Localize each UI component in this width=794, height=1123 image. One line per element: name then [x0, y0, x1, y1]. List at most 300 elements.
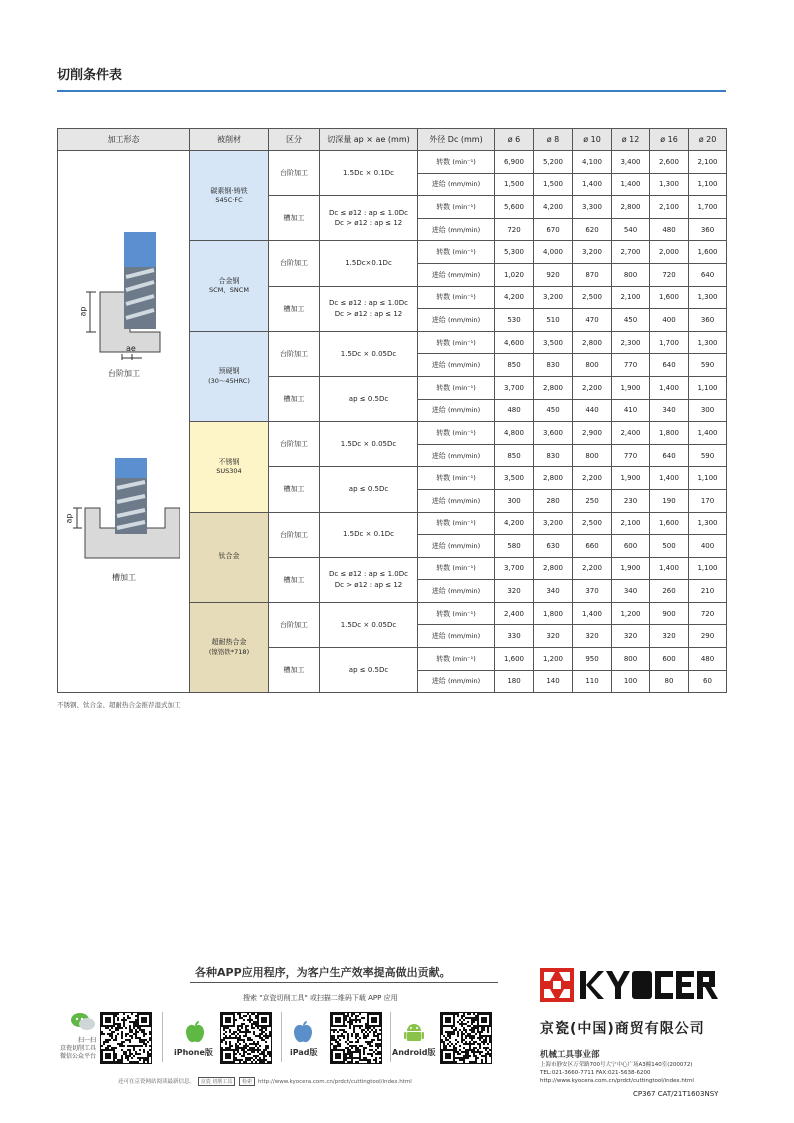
wechat-line-3: 微信公众平台 [59, 1053, 96, 1061]
material-name: 超耐热合金 [211, 638, 247, 647]
feed-value: 190 [650, 489, 689, 512]
feed-value: 1,500 [495, 173, 534, 196]
feed-value: 770 [612, 354, 650, 377]
depth-line: Dc > ø12 : ap ≤ 12 [334, 219, 403, 228]
rpm-label [418, 241, 495, 264]
cutting-conditions-table [57, 128, 727, 693]
feed-value: 450 [612, 309, 650, 332]
rpm-value: 1,400 [573, 602, 612, 625]
column-header: ø 6 [495, 129, 534, 151]
rpm-value: 2,100 [612, 286, 650, 309]
row-label-text: 转数 [436, 519, 451, 528]
feed-value: 800 [573, 354, 612, 377]
feed-label [418, 535, 495, 558]
rpm-value: 1,900 [612, 557, 650, 580]
rpm-value: 4,100 [573, 151, 612, 174]
depth-cell [320, 376, 418, 421]
row-label-unit: (mm/min) [448, 451, 481, 460]
rpm-value: 2,800 [534, 467, 573, 490]
row-label-text: 转数 [436, 293, 451, 302]
feed-value: 170 [689, 489, 727, 512]
wechat-icon [70, 1012, 96, 1032]
catalog-number: CP367 CAT/21T1603NSY [633, 1090, 719, 1098]
depth-line: 1.5Dc × 0.1Dc [342, 168, 395, 177]
rpm-value: 2,800 [534, 557, 573, 580]
division-cell: 槽加工 [269, 376, 320, 421]
feed-label [418, 399, 495, 422]
feed-value: 290 [689, 625, 727, 648]
feed-value: 410 [612, 399, 650, 422]
rpm-value: 900 [650, 602, 689, 625]
feed-value: 400 [689, 535, 727, 558]
department: 机械工具事业部 [540, 1050, 600, 1060]
rpm-value: 5,600 [495, 196, 534, 219]
rpm-value: 600 [650, 648, 689, 671]
separator [162, 1012, 163, 1062]
rpm-value: 1,300 [689, 331, 727, 354]
rpm-label [418, 331, 495, 354]
material-grade: (30～45HRC) [208, 376, 250, 385]
qr-pattern [101, 1013, 151, 1063]
rpm-value: 2,800 [534, 376, 573, 399]
row-label-text: 转数 [436, 609, 451, 618]
material-cell [190, 602, 269, 692]
depth-cell [320, 557, 418, 602]
feed-value: 440 [573, 399, 612, 422]
address: 上海市静安区万荣路700号大宁中心广场A3幢140室(200072) [540, 1062, 693, 1068]
depth-line: 1.5Dc × 0.05Dc [340, 439, 397, 448]
ipad-qr-code[interactable] [330, 1012, 382, 1064]
column-header: ø 12 [612, 129, 650, 151]
material-grade: (镍铬铁*718) [208, 647, 250, 656]
feed-value: 590 [689, 354, 727, 377]
row-label-unit: (min⁻¹) [452, 564, 476, 573]
rpm-value: 1,100 [689, 557, 727, 580]
feed-value: 250 [573, 489, 612, 512]
company-url[interactable]: http://www.kyocera.com.cn/prdct/cuttingtool/index.html [540, 1077, 694, 1084]
rpm-value: 2,800 [573, 331, 612, 354]
feed-label [418, 489, 495, 512]
site-line [118, 1077, 412, 1086]
feed-value: 60 [689, 670, 727, 693]
feed-value: 670 [534, 218, 573, 241]
row-label-text: 转数 [436, 202, 451, 211]
rpm-value: 1,300 [689, 512, 727, 535]
rpm-value: 2,200 [573, 467, 612, 490]
rpm-value: 2,500 [573, 286, 612, 309]
rpm-value: 3,400 [612, 151, 650, 174]
row-label-text: 转数 [436, 157, 451, 166]
depth-cell [320, 286, 418, 331]
column-header: 切深量 ap × ae (mm) [320, 129, 418, 151]
division-cell: 槽加工 [269, 467, 320, 512]
rpm-label [418, 648, 495, 671]
row-label-text: 进给 [431, 406, 446, 415]
depth-cell [320, 151, 418, 196]
rpm-value: 1,300 [689, 286, 727, 309]
row-label-text: 转数 [436, 428, 451, 437]
rpm-value: 800 [612, 648, 650, 671]
row-label-unit: (mm/min) [448, 632, 481, 641]
feed-value: 1,500 [534, 173, 573, 196]
iphone-label: iPhone版 [174, 1048, 213, 1057]
feed-value: 80 [650, 670, 689, 693]
division-cell: 槽加工 [269, 648, 320, 693]
rpm-label [418, 512, 495, 535]
feed-value: 720 [650, 263, 689, 286]
depth-cell [320, 648, 418, 693]
feed-label [418, 218, 495, 241]
feed-label [418, 625, 495, 648]
material-name: 钛合金 [218, 552, 240, 561]
feed-value: 100 [612, 670, 650, 693]
row-label-text: 转数 [436, 564, 451, 573]
feed-value: 620 [573, 218, 612, 241]
row-label-unit: (mm/min) [448, 406, 481, 415]
row-label-text: 进给 [431, 270, 446, 279]
rpm-value: 1,700 [689, 196, 727, 219]
rpm-value: 1,200 [612, 602, 650, 625]
rpm-value: 950 [573, 648, 612, 671]
rpm-value: 2,700 [612, 241, 650, 264]
search-hint: 搜索 "京瓷切削工具" 或扫描二维码下载 APP 应用 [243, 994, 398, 1002]
feed-value: 640 [689, 263, 727, 286]
feed-value: 830 [534, 444, 573, 467]
app-slogan: 各种APP应用程序，为客户生产效率提高做出贡献。 [195, 966, 451, 979]
feed-value: 110 [573, 670, 612, 693]
rpm-value: 1,800 [534, 602, 573, 625]
rpm-value: 1,700 [650, 331, 689, 354]
illustration-caption: 槽加工 [112, 573, 136, 582]
material-cell [190, 512, 269, 602]
rpm-value: 5,300 [495, 241, 534, 264]
feed-value: 920 [534, 263, 573, 286]
feed-label [418, 580, 495, 603]
company-name: 京瓷(中国)商贸有限公司 [540, 1021, 705, 1037]
slogan-rule [190, 982, 498, 983]
rpm-value: 4,200 [534, 196, 573, 219]
row-label-unit: (mm/min) [448, 541, 481, 550]
row-label-text: 转数 [436, 383, 451, 392]
wechat-line-2: 京瓷切削工具 [59, 1045, 96, 1053]
depth-cell [320, 241, 418, 286]
feed-label [418, 173, 495, 196]
shoulder-milling-illustration [70, 232, 180, 366]
feed-value: 480 [495, 399, 534, 422]
rpm-value: 2,500 [573, 512, 612, 535]
row-label-text: 进给 [431, 225, 446, 234]
feed-value: 500 [650, 535, 689, 558]
feed-value: 530 [495, 309, 534, 332]
feed-value: 510 [534, 309, 573, 332]
row-label-text: 进给 [431, 496, 446, 505]
material-cell [190, 151, 269, 241]
feed-value: 590 [689, 444, 727, 467]
feed-value: 850 [495, 354, 534, 377]
rpm-value: 1,800 [650, 422, 689, 445]
table-row [58, 151, 727, 174]
rpm-value: 1,600 [689, 241, 727, 264]
feed-label [418, 354, 495, 377]
depth-line: Dc > ø12 : ap ≤ 12 [334, 580, 403, 589]
qr-pattern [331, 1013, 381, 1063]
rpm-value: 3,200 [534, 286, 573, 309]
row-label-text: 进给 [431, 315, 446, 324]
rpm-value: 4,000 [534, 241, 573, 264]
feed-value: 300 [689, 399, 727, 422]
depth-cell [320, 331, 418, 376]
row-label-unit: (mm/min) [448, 496, 481, 505]
feed-label [418, 444, 495, 467]
row-label-unit: (min⁻¹) [452, 202, 476, 211]
rpm-label [418, 557, 495, 580]
ae-label: ae [126, 344, 136, 353]
rpm-label [418, 196, 495, 219]
rpm-value: 4,600 [495, 331, 534, 354]
division-cell: 台阶加工 [269, 422, 320, 467]
rpm-label [418, 467, 495, 490]
illustration-caption: 台阶加工 [108, 369, 140, 378]
column-header: 被削材 [190, 129, 269, 151]
feed-value: 1,100 [689, 173, 727, 196]
rpm-value: 6,900 [495, 151, 534, 174]
rpm-value: 3,700 [495, 557, 534, 580]
column-header: ø 16 [650, 129, 689, 151]
rpm-value: 480 [689, 648, 727, 671]
android-qr-code[interactable] [440, 1012, 492, 1064]
rpm-value: 1,600 [495, 648, 534, 671]
row-label-text: 进给 [431, 451, 446, 460]
rpm-value: 4,200 [495, 512, 534, 535]
feed-value: 850 [495, 444, 534, 467]
column-header: 区分 [269, 129, 320, 151]
rpm-label [418, 376, 495, 399]
column-header: 外径 Dc (mm) [418, 129, 495, 151]
division-cell: 槽加工 [269, 286, 320, 331]
row-label-unit: (mm/min) [448, 361, 481, 370]
feed-value: 140 [534, 670, 573, 693]
material-cell [190, 422, 269, 512]
material-name: 合金钢 [218, 276, 240, 285]
android-label: Android版 [392, 1048, 436, 1057]
feed-value: 640 [650, 444, 689, 467]
feed-value: 340 [612, 580, 650, 603]
row-label-unit: (mm/min) [448, 180, 481, 189]
row-label-unit: (min⁻¹) [452, 157, 476, 166]
site-prefix: 还可在京瓷网站阅读最新信息。 [118, 1079, 196, 1085]
company-address-block [540, 1062, 694, 1086]
rpm-value: 1,100 [689, 467, 727, 490]
feed-label [418, 309, 495, 332]
row-label-text: 转数 [436, 248, 451, 257]
feed-value: 800 [573, 444, 612, 467]
row-label-text: 进给 [431, 180, 446, 189]
row-label-unit: (min⁻¹) [452, 248, 476, 257]
kyocera-logo [540, 968, 720, 1004]
row-label-unit: (min⁻¹) [452, 609, 476, 618]
rpm-value: 2,600 [650, 151, 689, 174]
feed-value: 1,020 [495, 263, 534, 286]
rpm-value: 4,800 [495, 422, 534, 445]
division-cell: 槽加工 [269, 557, 320, 602]
ap-label: ap [64, 513, 74, 524]
wechat-caption [50, 1037, 96, 1061]
wechat-line-1: 扫一扫 [77, 1037, 96, 1044]
column-header: ø 10 [573, 129, 612, 151]
row-label-text: 进给 [431, 677, 446, 686]
iphone-qr-code[interactable] [220, 1012, 272, 1064]
rpm-value: 1,200 [534, 648, 573, 671]
material-grade: SUS304 [216, 467, 242, 476]
feed-value: 260 [650, 580, 689, 603]
rpm-value: 2,200 [573, 376, 612, 399]
material-cell [190, 331, 269, 421]
feed-value: 450 [534, 399, 573, 422]
depth-cell [320, 196, 418, 241]
qr-pattern [441, 1013, 491, 1063]
division-cell: 槽加工 [269, 196, 320, 241]
rpm-value: 4,200 [495, 286, 534, 309]
android-icon [404, 1022, 424, 1044]
site-search-box[interactable]: 京瓷 切削工具 [198, 1077, 236, 1086]
rpm-label [418, 286, 495, 309]
depth-line: 1.5Dc × 0.05Dc [340, 620, 397, 629]
row-label-unit: (mm/min) [448, 270, 481, 279]
site-url-link[interactable]: http://www.kyocera.com.cn/prdct/cuttingtool/index.html [257, 1079, 412, 1085]
ipad-label: iPad版 [290, 1048, 318, 1057]
feed-value: 360 [689, 309, 727, 332]
phone-fax: TEL:021-3660-7711 FAX:021-5638-6200 [540, 1069, 651, 1076]
rpm-value: 3,600 [534, 422, 573, 445]
rpm-value: 2,100 [612, 512, 650, 535]
feed-value: 320 [534, 625, 573, 648]
feed-value: 720 [495, 218, 534, 241]
feed-label [418, 670, 495, 693]
row-label-unit: (min⁻¹) [452, 338, 476, 347]
feed-value: 330 [495, 625, 534, 648]
row-label-text: 转数 [436, 654, 451, 663]
feed-value: 540 [612, 218, 650, 241]
rpm-value: 1,400 [650, 376, 689, 399]
row-label-unit: (mm/min) [448, 587, 481, 596]
division-cell: 台阶加工 [269, 241, 320, 286]
column-header: ø 20 [689, 129, 727, 151]
feed-value: 320 [495, 580, 534, 603]
feed-value: 320 [573, 625, 612, 648]
rpm-value: 2,400 [495, 602, 534, 625]
rpm-value: 2,800 [612, 196, 650, 219]
rpm-label [418, 422, 495, 445]
rpm-value: 3,200 [573, 241, 612, 264]
feed-value: 1,400 [573, 173, 612, 196]
rpm-value: 2,400 [612, 422, 650, 445]
feed-value: 770 [612, 444, 650, 467]
rpm-value: 2,900 [573, 422, 612, 445]
feed-value: 580 [495, 535, 534, 558]
division-cell: 台阶加工 [269, 602, 320, 647]
feed-value: 480 [650, 218, 689, 241]
depth-line: 1.5Dc × 0.1Dc [342, 530, 395, 539]
rpm-value: 5,200 [534, 151, 573, 174]
rpm-value: 2,300 [612, 331, 650, 354]
rpm-value: 1,600 [650, 286, 689, 309]
feed-value: 470 [573, 309, 612, 332]
row-label-text: 进给 [431, 632, 446, 641]
depth-line: Dc > ø12 : ap ≤ 12 [334, 309, 403, 318]
depth-cell [320, 602, 418, 647]
depth-line: ap ≤ 0.5Dc [348, 485, 389, 494]
division-cell: 台阶加工 [269, 512, 320, 557]
ap-label: ap [78, 306, 88, 317]
feed-value: 600 [612, 535, 650, 558]
division-cell: 台阶加工 [269, 151, 320, 196]
rpm-value: 3,300 [573, 196, 612, 219]
wechat-qr-code[interactable] [100, 1012, 152, 1064]
depth-cell [320, 467, 418, 512]
rpm-value: 2,200 [573, 557, 612, 580]
depth-line: ap ≤ 0.5Dc [348, 394, 389, 403]
apple-icon [292, 1020, 314, 1044]
site-search-button[interactable]: 检索 [239, 1077, 255, 1086]
separator [390, 1012, 391, 1062]
shoulder-milling-diagram [70, 232, 180, 362]
row-label-unit: (mm/min) [448, 315, 481, 324]
page-title: 切削条件表 [57, 68, 123, 83]
rpm-value: 1,400 [650, 557, 689, 580]
rpm-value: 1,100 [689, 376, 727, 399]
row-label-text: 转数 [436, 338, 451, 347]
rpm-value: 2,100 [689, 151, 727, 174]
footer [0, 950, 794, 1123]
rpm-value: 3,500 [495, 467, 534, 490]
material-grade: S45C·FC [215, 196, 243, 205]
row-label-unit: (min⁻¹) [452, 474, 476, 483]
feed-value: 830 [534, 354, 573, 377]
rpm-label [418, 602, 495, 625]
depth-line: Dc ≤ ø12 : ap ≤ 1.0Dc [329, 570, 408, 579]
slot-milling-diagram [70, 458, 180, 588]
rpm-value: 720 [689, 602, 727, 625]
row-label-text: 转数 [436, 474, 451, 483]
rpm-value: 3,700 [495, 376, 534, 399]
title-rule [57, 90, 726, 92]
table-header-row [58, 129, 727, 151]
qr-pattern [221, 1013, 271, 1063]
rpm-value: 1,900 [612, 467, 650, 490]
rpm-value: 1,400 [689, 422, 727, 445]
material-name: 预硬钢 [218, 367, 240, 376]
material-cell [190, 241, 269, 331]
apple-icon [184, 1020, 206, 1044]
rpm-value: 3,200 [534, 512, 573, 535]
rpm-value: 2,000 [650, 241, 689, 264]
depth-line: 1.5Dc×0.1Dc [345, 259, 392, 268]
depth-line: Dc ≤ ø12 : ap ≤ 1.0Dc [329, 299, 408, 308]
feed-value: 360 [689, 218, 727, 241]
rpm-value: 1,400 [650, 467, 689, 490]
feed-value: 210 [689, 580, 727, 603]
feed-value: 660 [573, 535, 612, 558]
row-label-unit: (min⁻¹) [452, 383, 476, 392]
column-header: 加工形态 [58, 129, 190, 151]
row-label-unit: (mm/min) [448, 225, 481, 234]
row-label-text: 进给 [431, 541, 446, 550]
depth-line: Dc ≤ ø12 : ap ≤ 1.0Dc [329, 208, 408, 217]
feed-value: 630 [534, 535, 573, 558]
feed-value: 370 [573, 580, 612, 603]
feed-value: 300 [495, 489, 534, 512]
feed-value: 320 [612, 625, 650, 648]
